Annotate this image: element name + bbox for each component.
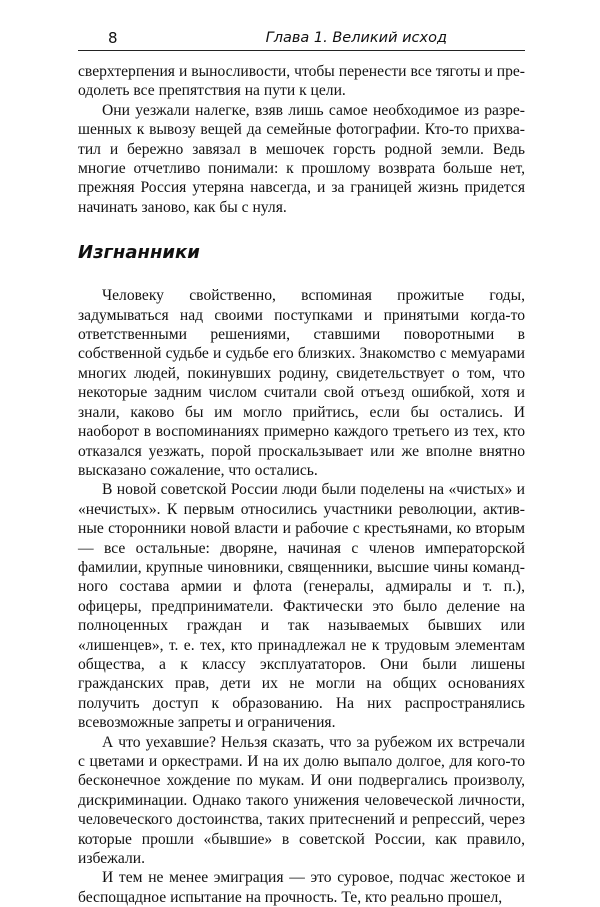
paragraph: Они уезжали налегке, взяв лишь самое необходимое из разрешенных к вывозу вещей да семейные фотографии. Кто-то прихватил и бережно завязал в мешочек горсть родной земли. Ведь многие отчетливо понимали: к прошлому возврата больше нет, прежняя Россия утеряна навсегда, и за границей жизнь придется начинать заново, как бы с нуля. xyxy=(78,101,525,216)
paragraph: А что уехавшие? Нельзя сказать, что за рубежом их встречали с цветами и оркестрами. И на их долю выпало долгое, для кого-то бесконечное хождение по мукам. И они подвергались произволу, дискриминации. Однако такого унижения человеческой личности, человеческого достоинства, таких притеснений и репрессий, через которые прошли «бывшие» в советской России, как правило, избежали. xyxy=(78,733,525,868)
section-heading: Изгнанники xyxy=(78,242,200,264)
chapter-title: Глава 1. Великий исход xyxy=(265,30,447,46)
paragraph: И тем не менее эмиграция — это суровое, подчас жестокое и беспощадное испытание на прочность. Те, кто реально прошел, xyxy=(78,869,525,906)
paragraph: Человеку свойственно, вспоминая прожитые годы, задумываться над своими поступками и принятыми когда-то ответственными решениями, ставшими поворотными в собственной судьбе и судьбе его близких. Знакомство с мемуарами многих людей, покинувших родину, свидетельствует о том, что некоторые задним числом считали свой отъезд ошибкой, хотя и знали, каково бы им могло прийтись, если бы остались. И наоборот в воспоминаниях примерно каждого третьего из тех, кто отказался уезжать, порой проскальзывает или же вполне внятно высказано сожаление, что остались. xyxy=(78,287,525,479)
paragraph: В новой советской России люди были поделены на «чистых» и «нечистых». К первым относились участники революции, активные сторонники новой власти и рабочие с крестьянами, ко вторым — все остальные: дворяне, начиная с членов императорской фамилии, крупные чиновники, священники, высшие чины командного состава армии и флота (генералы, адмиралы и т. п.), офицеры, предприниматели. Фактически это было деление на полноценных граждан и так называемых бывших или «лишенцев», т. е. тех, кто принадлежал не к трудовым элементам общества, а к классу эксплуататоров. Они были лишены гражданских прав, дети их не могли на общих основаниях получить доступ к образованию. На них распространялись всевозможные запреты и ограничения. xyxy=(78,481,525,732)
page-number: 8 xyxy=(108,29,118,47)
running-header xyxy=(78,28,525,51)
body-text xyxy=(78,62,525,907)
paragraph-continued: сверхтерпения и выносливости, чтобы перенести все тяготы и преодолеть все препятствия на пути к цели. xyxy=(78,63,525,100)
